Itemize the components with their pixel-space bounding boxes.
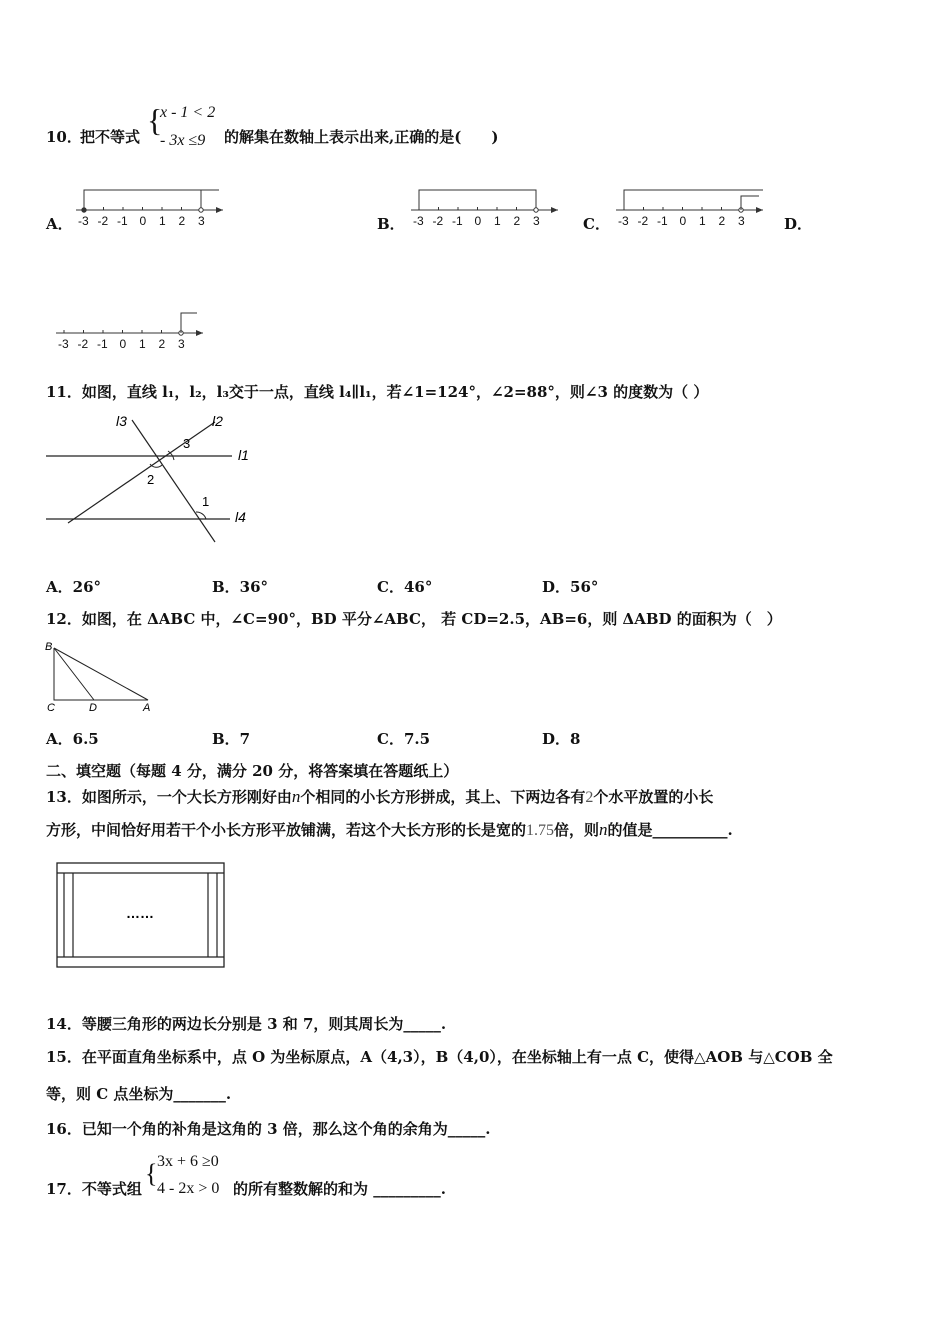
segment-bd <box>54 648 94 700</box>
q10-number: 10． <box>46 128 82 146</box>
tick-label: 2 <box>178 214 186 228</box>
tick-label: 1 <box>494 214 501 228</box>
q16-text: 16．已知一个角的补角是这角的 3 倍，那么这个角的余角为_____. <box>46 1120 491 1138</box>
label-l2: l2 <box>212 413 223 429</box>
tick-label: 1 <box>699 214 706 228</box>
q12-option-a: A．6.5 <box>46 730 99 748</box>
q12-text: 12．如图，在 ΔABC 中，∠C=90°，BD 平分∠ABC， 若 CD=2.5，AB=6，则 ΔABD 的面积为（ ） <box>46 610 782 628</box>
q13-line2-b: 倍，则 <box>554 821 600 839</box>
label-l1: l1 <box>238 447 249 463</box>
q13-line1-a: 13．如图所示，一个大长方形刚好由 <box>46 788 292 806</box>
number-line-a <box>60 180 240 230</box>
q13-line2 <box>46 820 733 840</box>
q17-system-line1: 3x + 6 ≥0 <box>157 1153 219 1170</box>
q14-text: 14．等腰三角形的两边长分别是 3 和 7，则其周长为_____. <box>46 1015 447 1033</box>
axis-arrow <box>216 207 223 213</box>
label-c: C <box>47 702 55 714</box>
q13-line2-a: 方形，中间恰好用若干个小长方形平放铺满，若这个大长方形的长是宽的 <box>46 821 527 839</box>
number-line-b <box>395 180 575 240</box>
tick-label: 2 <box>718 214 726 228</box>
q13-line2-c: 的值是__________. <box>607 821 733 839</box>
label-l4: l4 <box>235 509 246 525</box>
triangle-abc <box>54 648 148 700</box>
endpoint-dot <box>199 208 203 212</box>
q11-option-b: B．36° <box>212 578 269 596</box>
endpoint-dot <box>534 208 538 212</box>
tick-label: 3 <box>533 214 540 228</box>
label-angle-1: 1 <box>202 494 210 509</box>
section-2-title: 二、填空题（每题 4 分，满分 20 分，将答案填在答题纸上） <box>46 762 459 780</box>
ellipsis: …… <box>126 905 154 921</box>
tick-label: -2 <box>432 214 444 228</box>
tick-label: 0 <box>139 214 147 228</box>
q17-prefix: 17．不等式组 <box>46 1180 142 1198</box>
number-line-d <box>40 303 220 353</box>
tick-label: -2 <box>77 337 89 351</box>
q17-suffix: 的所有整数解的和为 _________. <box>233 1180 446 1198</box>
axis-arrow <box>551 207 558 213</box>
q10-option-c-label: C． <box>583 215 610 233</box>
label-angle-3: 3 <box>183 436 191 451</box>
label-l3: l3 <box>116 413 127 429</box>
q13-num-175: 1.75 <box>526 822 555 839</box>
number-line-c <box>600 180 780 230</box>
tick-label: 3 <box>178 337 185 351</box>
q17-system-line2: 4 - 2x > 0 <box>157 1180 220 1197</box>
tick-label: -1 <box>657 214 668 228</box>
endpoint-dot <box>82 208 86 212</box>
q13-var-n: n <box>291 787 301 806</box>
label-a: A <box>143 702 151 714</box>
q10-prefix: 把不等式 <box>80 128 141 146</box>
label-angle-2: 2 <box>147 472 155 487</box>
tick-label: -2 <box>637 214 649 228</box>
tick-label: -3 <box>78 214 89 228</box>
axis-arrow <box>756 207 763 213</box>
bracket-extension <box>181 313 197 333</box>
q12-option-b: B．7 <box>212 730 251 748</box>
angle-2-arc <box>150 464 162 467</box>
q11-option-a: A．26° <box>46 578 102 596</box>
q13-line1 <box>46 787 713 807</box>
label-d: D <box>89 702 97 714</box>
q10-option-a-label: A． <box>46 215 73 233</box>
q10-brace: { <box>147 102 163 138</box>
q10-system-line1: x - 1 < 2 <box>160 104 216 121</box>
q15-line2: 等，则 C 点坐标为_______. <box>46 1085 232 1103</box>
tick-label: 1 <box>159 214 166 228</box>
tick-label: 2 <box>513 214 521 228</box>
q10-option-b-label: B． <box>377 215 405 233</box>
q13-figure <box>56 862 226 970</box>
tick-label: -2 <box>97 214 109 228</box>
q12-option-d: D．8 <box>542 730 581 748</box>
line-l2 <box>68 422 215 523</box>
q13-num-2: 2 <box>585 789 594 806</box>
q10-system-line2: - 3x ≤9 <box>160 132 206 149</box>
q13-var-n2: n <box>599 820 608 839</box>
tick-label: 3 <box>738 214 745 228</box>
q12-option-c: C．7.5 <box>377 730 431 748</box>
tick-label: 2 <box>158 337 166 351</box>
q11-option-c: C．46° <box>377 578 433 596</box>
q17-brace: { <box>145 1159 158 1188</box>
tick-label: -1 <box>117 214 128 228</box>
axis-arrow <box>196 330 203 336</box>
q13-line1-c: 个水平放置的小长 <box>593 788 714 806</box>
tick-label: 3 <box>198 214 205 228</box>
solution-bracket <box>624 190 763 210</box>
tick-label: -3 <box>58 337 69 351</box>
q11-option-d: D．56° <box>542 578 599 596</box>
q10-option-d-label: D． <box>784 215 813 233</box>
tick-label: 1 <box>139 337 146 351</box>
q11-text: 11．如图，直线 l₁，l₂，l₃交于一点，直线 l₄∥l₁，若∠1=124°，∠2=88°，则∠3 的度数为（ ） <box>46 383 709 401</box>
tick-label: -1 <box>97 337 108 351</box>
tick-label: 0 <box>474 214 482 228</box>
q10-suffix: 的解集在数轴上表示出来,正确的是( ) <box>224 128 499 146</box>
tick-label: 0 <box>679 214 687 228</box>
tick-label: -3 <box>618 214 629 228</box>
tick-label: -3 <box>413 214 424 228</box>
tick-label: -1 <box>452 214 463 228</box>
q15-line1: 15．在平面直角坐标系中，点 O 为坐标原点，A（4,3），B（4,0），在坐标轴上有一点 C，使得△AOB 与△COB 全 <box>46 1048 833 1066</box>
line-l3 <box>132 420 215 542</box>
q12-figure <box>40 638 170 716</box>
tick-label: 0 <box>119 337 127 351</box>
label-b: B <box>45 641 53 653</box>
q11-figure <box>40 408 270 548</box>
q13-line1-b: 个相同的小长方形拼成，其上、下两边各有 <box>300 788 586 806</box>
